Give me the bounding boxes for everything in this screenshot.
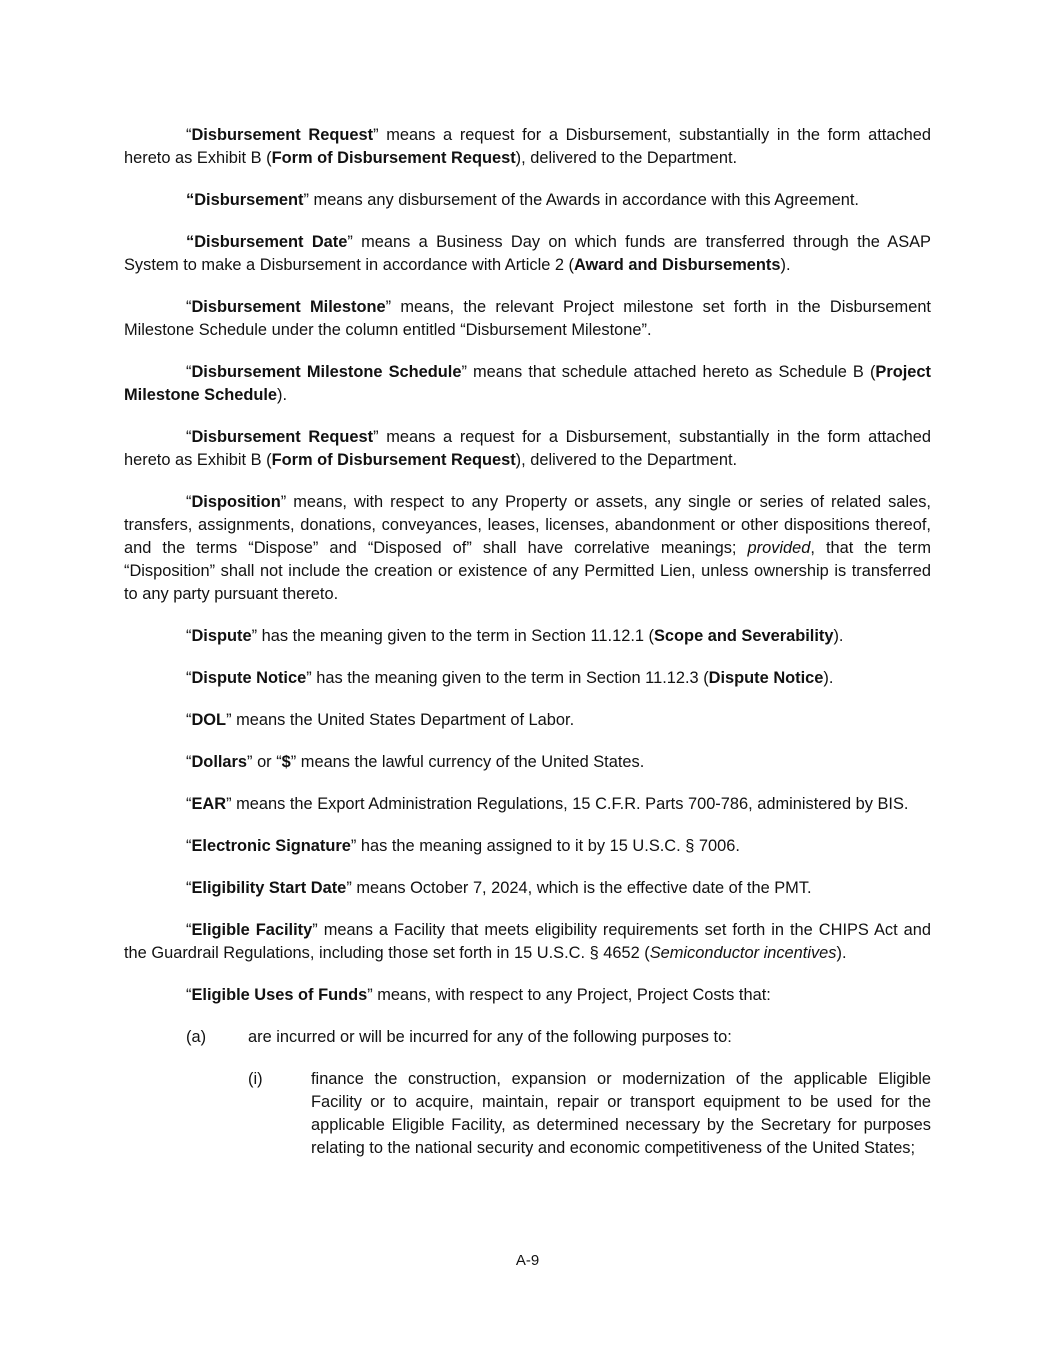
definition-disbursement-request-repeat: “Disbursement Request” means a request for a Disbursement, substantially in the form attached hereto as Exhibit B (Form of Disbursement Request), delivered to the Department. — [124, 428, 931, 469]
definition-dispute-notice: “Dispute Notice” has the meaning given to the term in Section 11.12.3 (Dispute Notice). — [186, 669, 834, 687]
definition-dollars: “Dollars” or “$” means the lawful currency of the United States. — [186, 753, 645, 771]
definition-eligible-facility: “Eligible Facility” means a Facility that meets eligibility requirements set forth in the CHIPS Act and the Guardrail Regulations, including those set forth in 15 U.S.C. § 4652 (Semiconductor incentives). — [124, 921, 931, 962]
definition-electronic-signature: “Electronic Signature” has the meaning assigned to it by 15 U.S.C. § 7006. — [186, 837, 740, 855]
defined-term: Disbursement Request — [191, 428, 374, 446]
definition-disposition: “Disposition” means, with respect to any Property or assets, any single or series of related sales, transfers, assignments, donations, conveyances, leases, licenses, abandonment or other dispositions thereof, and the terms “Dispose” and “Disposed of” shall have correlative meanings; provided, that the term “Disposition” shall not include the creation or existence of any Permitted Lien, unless ownership is transferred to any party pursuant thereto. — [124, 493, 931, 603]
defined-term: Electronic Signature — [191, 837, 351, 855]
defined-term: Dollars — [191, 753, 248, 771]
defined-term: Disbursement Request — [191, 126, 374, 144]
definition-dispute: “Dispute” has the meaning given to the term in Section 11.12.1 (Scope and Severability). — [186, 627, 844, 645]
defined-term: Eligibility Start Date — [191, 879, 347, 897]
definition-disbursement-milestone: “Disbursement Milestone” means, the relevant Project milestone set forth in the Disbursement Milestone Schedule under the column entitled “Disbursement Milestone”. — [124, 298, 931, 339]
defined-term: Eligible Uses of Funds — [191, 986, 368, 1004]
defined-term: EAR — [191, 795, 227, 813]
list-text-a: are incurred or will be incurred for any of the following purposes to: — [248, 1028, 732, 1046]
list-label-a: (a) — [186, 1028, 207, 1046]
defined-term: Eligible Facility — [191, 921, 313, 939]
list-label-i: (i) — [248, 1070, 263, 1088]
definition-eligible-uses-of-funds: “Eligible Uses of Funds” means, with respect to any Project, Project Costs that: — [186, 986, 771, 1004]
definition-ear: “EAR” means the Export Administration Regulations, 15 C.F.R. Parts 700-786, administered by BIS. — [186, 795, 909, 813]
defined-term: DOL — [191, 711, 227, 729]
list-text-i: finance the construction, expansion or modernization of the applicable Eligible Facility or to acquire, maintain, repair or transport equipment to be used for the applicable Eligible Facility, as determined necessary by the Secretary for purposes relating to the national security and economic competitiveness of the United States; — [311, 1070, 931, 1157]
definition-disbursement: “Disbursement” means any disbursement of the Awards in accordance with this Agreement. — [186, 191, 859, 209]
defined-term: Dispute Notice — [191, 669, 307, 687]
defined-term: Disposition — [191, 493, 281, 511]
defined-term: Disbursement Milestone — [191, 298, 386, 316]
list-item-a — [124, 1026, 931, 1049]
defined-term: Dispute — [191, 627, 252, 645]
definition-disbursement-date: “Disbursement Date” means a Business Day on which funds are transferred through the ASAP System to make a Disbursement in accordance with Article 2 (Award and Disbursements). — [124, 233, 931, 274]
definition-disbursement-milestone-schedule: “Disbursement Milestone Schedule” means that schedule attached hereto as Schedule B (Project Milestone Schedule). — [124, 363, 931, 404]
definition-dol: “DOL” means the United States Department of Labor. — [186, 711, 575, 729]
definition-disbursement-request: “Disbursement Request” means a request for a Disbursement, substantially in the form attached hereto as Exhibit B (Form of Disbursement Request), delivered to the Department. — [124, 126, 931, 167]
defined-term: Disbursement Date — [194, 233, 348, 251]
page-number: A-9 — [515, 1252, 540, 1269]
defined-term: Disbursement Milestone Schedule — [191, 363, 462, 381]
list-item-i — [124, 1068, 931, 1160]
document-page — [124, 124, 931, 1179]
defined-term: Disbursement — [194, 191, 304, 209]
definition-eligibility-start-date: “Eligibility Start Date” means October 7, 2024, which is the effective date of the PMT. — [186, 879, 812, 897]
